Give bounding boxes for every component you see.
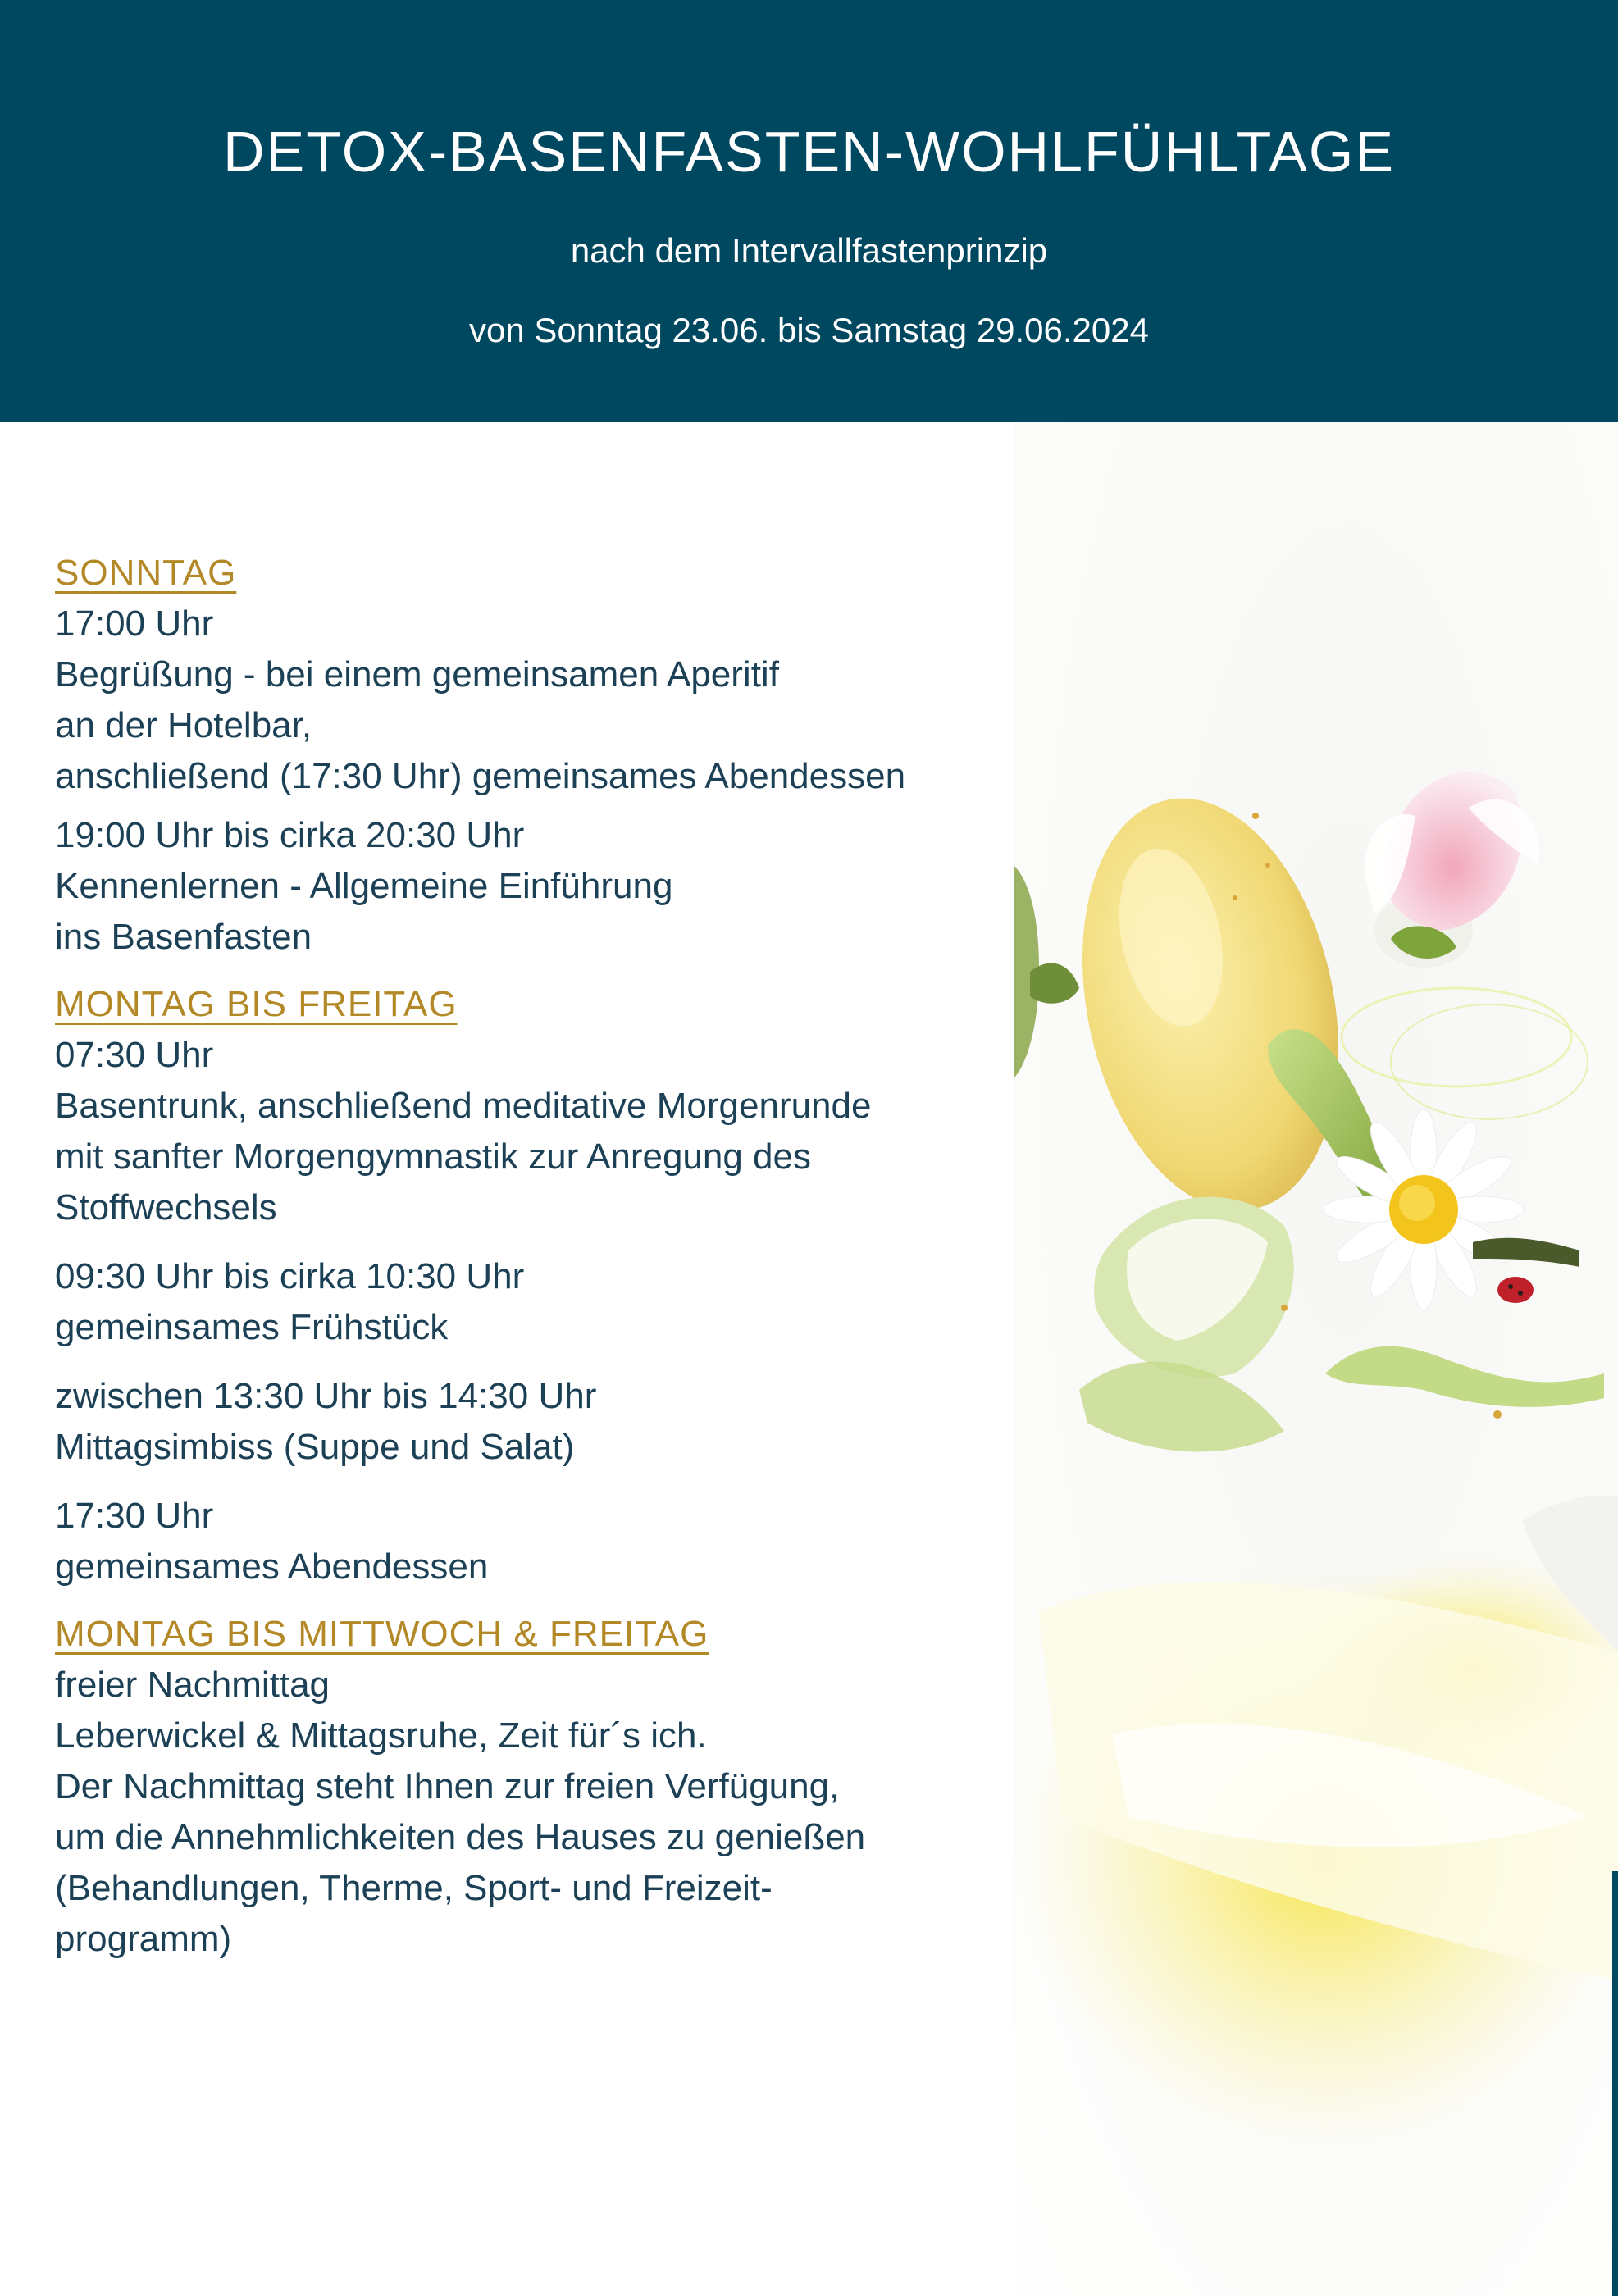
entry-text: Leberwickel & Mittagsruhe, Zeit für´s ich. (55, 1715, 707, 1756)
entry-time: 09:30 Uhr bis cirka 10:30 Uhr (55, 1256, 525, 1296)
entry-time: 17:00 Uhr (55, 604, 214, 644)
entry-time: zwischen 13:30 Uhr bis 14:30 Uhr (55, 1376, 597, 1416)
schedule-entry (55, 810, 982, 963)
page-subtitle: nach dem Intervallfastenprinzip (570, 231, 1048, 270)
entry-text: Begrüßung - bei einem gemeinsamen Aperitif (55, 654, 779, 695)
entry-text: Basentrunk, anschließend meditative Morgenrunde (55, 1086, 872, 1126)
entry-text: Der Nachmittag steht Ihnen zur freien Verfügung, (55, 1766, 840, 1806)
entry-text: Stoffwechsels (55, 1187, 277, 1228)
header-banner (0, 0, 1618, 422)
entry-text: um die Annehmlichkeiten des Hauses zu genießen (55, 1817, 866, 1857)
entry-text: programm) (55, 1919, 232, 1959)
entry-text: gemeinsames Frühstück (55, 1307, 449, 1347)
page-title: DETOX-BASENFASTEN-WOHLFÜHLTAGE (222, 120, 1396, 184)
schedule-content (55, 548, 982, 1965)
edge-marker (1612, 1871, 1618, 2296)
entry-text: anschließend (17:30 Uhr) gemeinsames Abendessen (55, 756, 906, 796)
section-heading: SONNTAG (55, 553, 237, 593)
schedule-entry (55, 1371, 982, 1473)
schedule-entry (55, 1251, 982, 1353)
entry-text: mit sanfter Morgengymnastik zur Anregung des (55, 1137, 812, 1177)
section-heading: MONTAG BIS MITTWOCH & FREITAG (55, 1614, 709, 1654)
schedule-entry (55, 599, 982, 802)
entry-text: Kennenlernen - Allgemeine Einführung (55, 866, 673, 906)
entry-text: gemeinsames Abendessen (55, 1547, 489, 1587)
event-dates: von Sonntag 23.06. bis Samstag 29.06.2024 (469, 311, 1149, 349)
schedule-entry (55, 1491, 982, 1592)
food-photo (1014, 422, 1618, 2296)
entry-text: freier Nachmittag (55, 1665, 330, 1705)
entry-time: 07:30 Uhr (55, 1035, 214, 1075)
schedule-entry (55, 1030, 982, 1233)
schedule-entry (55, 1660, 982, 1965)
section-heading: MONTAG BIS FREITAG (55, 984, 458, 1024)
entry-text: an der Hotelbar, (55, 705, 312, 745)
entry-text: ins Basenfasten (55, 917, 312, 957)
entry-text: (Behandlungen, Therme, Sport- und Freizeit- (55, 1868, 773, 1908)
entry-text: Mittagsimbiss (Suppe und Salat) (55, 1427, 575, 1467)
entry-time: 17:30 Uhr (55, 1496, 214, 1536)
entry-time: 19:00 Uhr bis cirka 20:30 Uhr (55, 815, 525, 855)
